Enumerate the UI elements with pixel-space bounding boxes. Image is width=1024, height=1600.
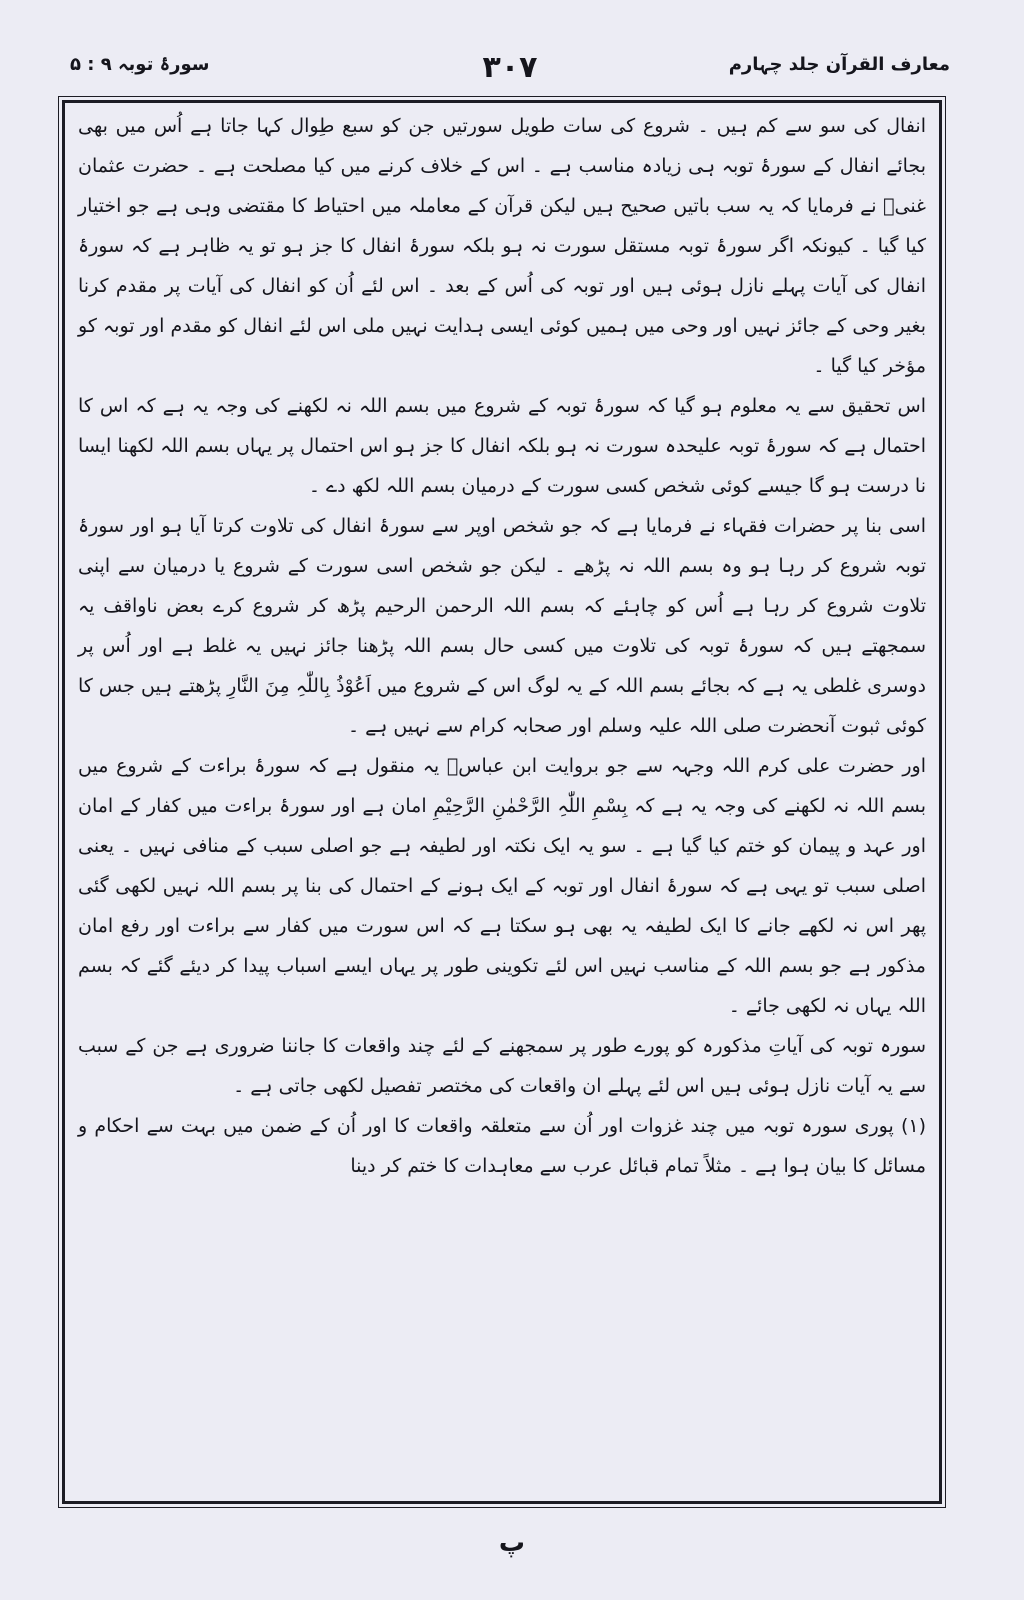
- paragraph: سورہ توبہ کی آیاتِ مذکورہ کو پورے طور پر سمجھنے کے لئے چند واقعات کا جاننا ضروری ہے جن کے سبب سے یہ آیات نازل ہوئی ہیں اس لئے پہلے ان واقعات کی مختصر تفصیل لکھی جاتی ہے ۔: [78, 1035, 926, 1097]
- paragraph: اسی بنا پر حضرات فقہاء نے فرمایا ہے کہ جو شخص اوپر سے سورۂ انفال کی تلاوت کرتا آیا ہو اور سورۂ توبہ شروع کر رہا ہو وہ بسم اللہ نہ پڑھے ۔ لیکن جو شخص اسی سورت کے شروع یا درمیان سے اپنی تلاوت شروع کر رہا ہے اُس کو چاہئے کہ بسم اللہ الرحمن الرحیم پڑھ کر شروع کرے بعض ناواقف یہ سمجھتے ہیں کہ سورۂ توبہ کی تلاوت میں کسی حال بسم اللہ پڑھنا جائز نہیں یہ غلط ہے اور اُس پر دوسری غلطی یہ ہے کہ بجائے بسم اللہ کے یہ لوگ اس کے شروع میں اَعُوْذُ بِاللّٰہِ مِنَ النَّارِ پڑھتے ہیں جس کا کوئی ثبوت آنحضرت صلی اللہ علیہ وسلم اور صحابہ کرام سے نہیں ہے ۔: [78, 515, 926, 737]
- page-header: [70, 50, 950, 94]
- footer-mark: پ: [498, 1528, 526, 1558]
- surah-reference: سورۂ توبہ ۹ : ۵: [70, 54, 210, 75]
- paragraph: اور حضرت علی کرم اللہ وجہہ سے جو بروایت ابن عباسؓ یہ منقول ہے کہ سورۂ براءت کے شروع میں بسم اللہ نہ لکھنے کی وجہ یہ ہے کہ بِسْمِ اللّٰہِ الرَّحْمٰنِ الرَّحِیْمِ امان ہے اور سورۂ براءت میں کفار کے امان اور عہد و پیمان کو ختم کیا گیا ہے ۔ سو یہ ایک نکتہ اور لطیفہ ہے جو اصلی سبب کے منافی نہیں ۔ یعنی اصلی سبب تو یہی ہے کہ سورۂ انفال اور توبہ کے ایک ہونے کے احتمال کی بنا پر بسم اللہ نہیں لکھی گئی پھر اس نہ لکھے جانے کا ایک لطیفہ یہ بھی ہو سکتا ہے کہ اس سورت میں کفار سے براءت اور رفع امان مذکور ہے جو بسم اللہ کے مناسب نہیں اس لئے تکوینی طور پر یہاں ایسے اسباب پیدا کر دیئے گئے کہ بسم اللہ یہاں نہ لکھی جائے ۔: [78, 755, 926, 1017]
- paragraph: انفال کی سو سے کم ہیں ۔ شروع کی سات طویل سورتیں جن کو سبع طِوال کہا جاتا ہے اُس میں بھی بجائے انفال کے سورۂ توبہ ہی زیادہ مناسب ہے ۔ اس کے خلاف کرنے میں کیا مصلحت ہے ۔ حضرت عثمان غنیؓ نے فرمایا کہ یہ سب باتیں صحیح ہیں لیکن قرآن کے معاملہ میں احتیاط کا مقتضی وہی ہے جو اختیار کیا گیا ۔ کیونکہ اگر سورۂ توبہ مستقل سورت نہ ہو بلکہ سورۂ انفال کا جز ہو تو یہ ظاہر ہے کہ سورۂ انفال کی آیات پہلے نازل ہوئی ہیں اور توبہ کی اُس کے بعد ۔ اس لئے اُن کو انفال کی آیات پر مقدم کرنا بغیر وحی کے جائز نہیں اور وحی میں ہمیں کوئی ایسی ہدایت نہیں ملی اس لئے انفال کو مقدم اور توبہ کو مؤخر کیا گیا ۔: [78, 115, 926, 377]
- main-text: [78, 106, 926, 1186]
- paragraph: اس تحقیق سے یہ معلوم ہو گیا کہ سورۂ توبہ کے شروع میں بسم اللہ نہ لکھنے کی وجہ یہ ہے کہ اس کا احتمال ہے کہ سورۂ توبہ علیحدہ سورت نہ ہو بلکہ انفال کا جز ہو اس احتمال پر یہاں بسم اللہ لکھنا ایسا نا درست ہو گا جیسے کوئی شخص کسی سورت کے درمیان بسم اللہ لکھ دے ۔: [78, 395, 926, 497]
- book-title: معارف القرآن جلد چہارم: [728, 54, 950, 75]
- paragraph: (۱) پوری سورہ توبہ میں چند غزوات اور اُن سے متعلقہ واقعات کا اور اُن کے ضمن میں بہت سے احکام و مسائل کا بیان ہوا ہے ۔ مثلاً تمام قبائل عرب سے معاہدات کا ختم کر دینا: [78, 1115, 926, 1177]
- page-number: ۳۰۷: [482, 50, 538, 85]
